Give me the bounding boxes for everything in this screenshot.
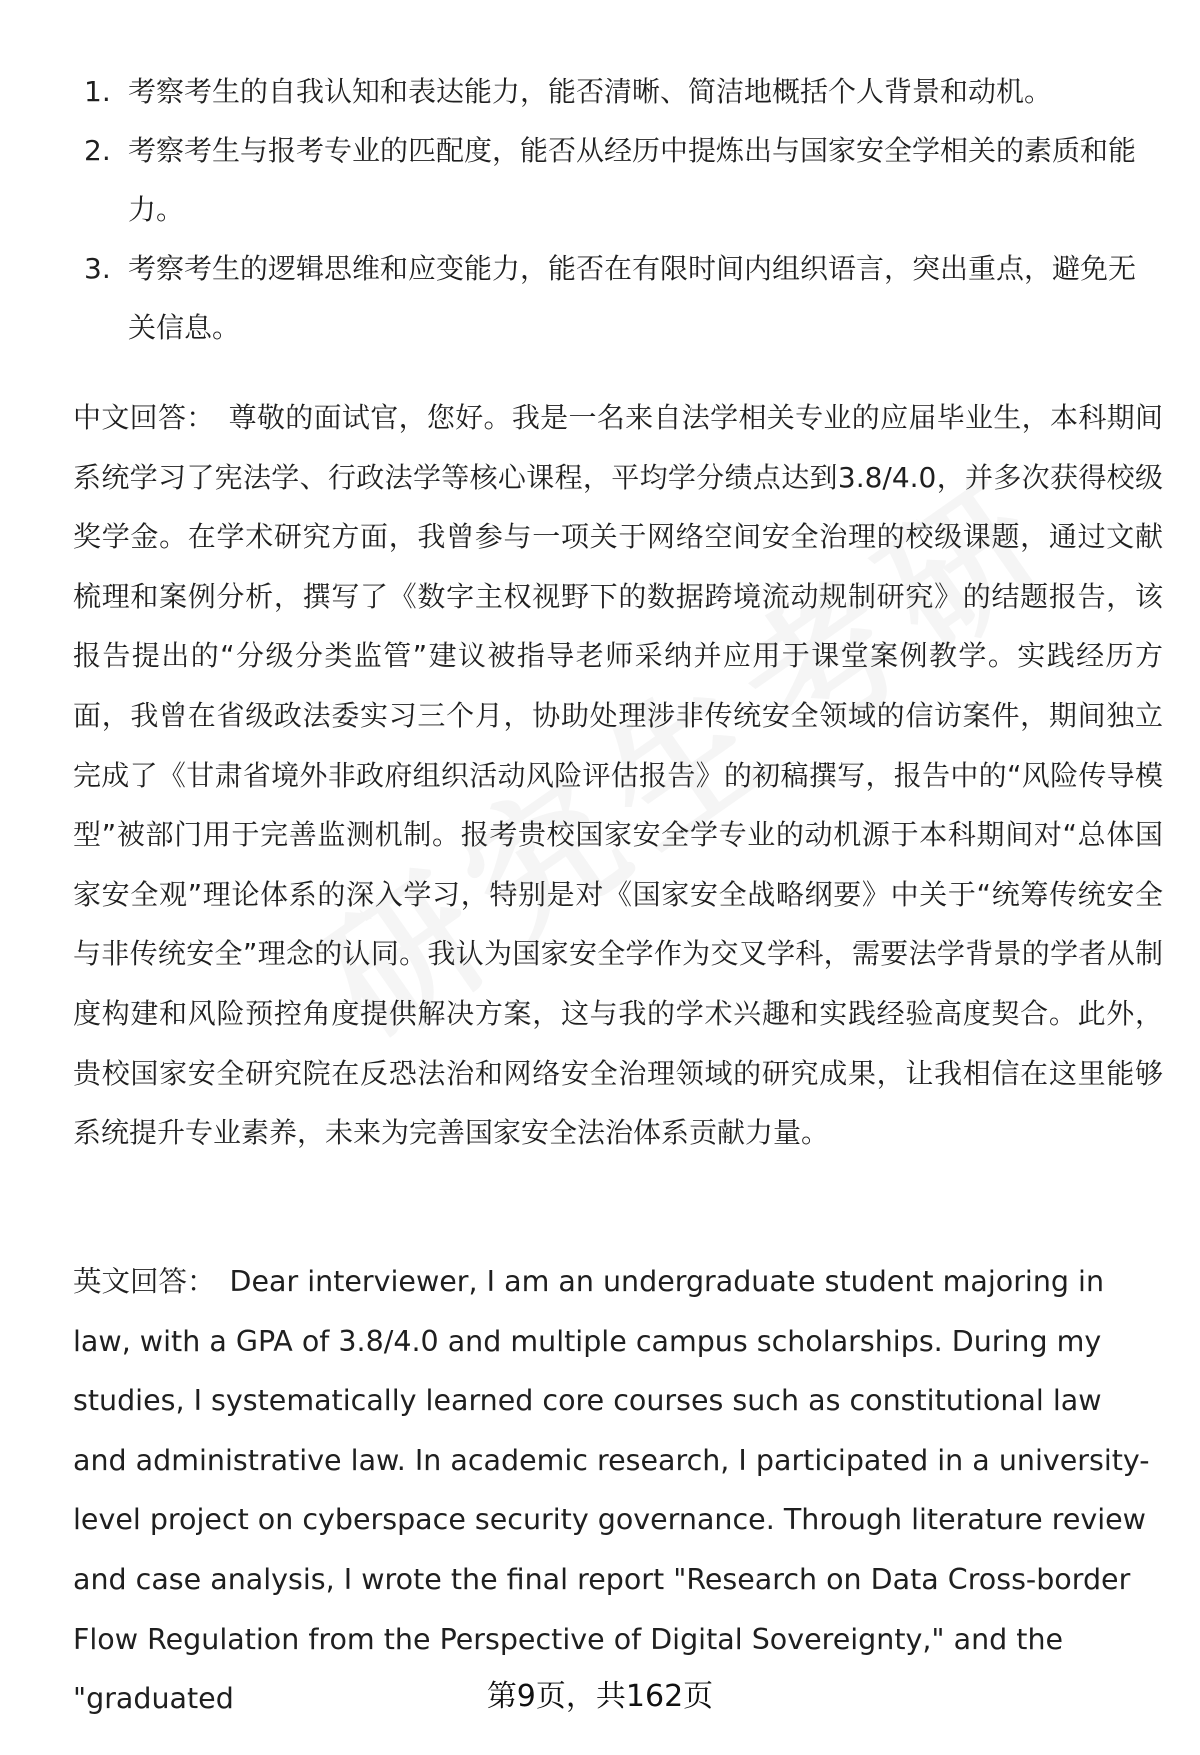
list-item-text: 考察考生的自我认知和表达能力，能否清晰、简洁地概括个人背景和动机。 (128, 75, 1053, 108)
chinese-answer-text: 尊敬的面试官，您好。我是一名来自法学相关专业的应届毕业生，本科期间系统学习了宪法学、行政法学等核心课程，平均学分绩点达到3.8/4.0，并多次获得校级奖学金。在学术研究方面，我曾参与一项关于网络空间安全治理的校级课题，通过文献梳理和案例分析，撰写了《数字主权视野下的数据跨境流动规制研究》的结题报告，该报告提出的“分级分类监管”建议被指导老师采纳并应用于课堂案例教学。实践经历方面，我曾在省级政法委实习三个月，协助处理涉非传统安全领域的信访案件，期间独立完成了《甘肃省境外非政府组织活动风险评估报告》的初稿撰写，报告中的“风险传导模型”被部门用于完善监测机制。报考贵校国家安全学专业的动机源于本科期间对“总体国家安全观”理论体系的深入学习，特别是对《国家安全战略纲要》中关于“统筹传统安全与非传统安全”理念的认同。我认为国家安全学作为交叉学科，需要法学背景的学者从制度构建和风险预控角度提供解决方案，这与我的学术兴趣和实践经验高度契合。此外，贵校国家安全研究院在反恐法治和网络安全治理领域的研究成果，让我相信在这里能够系统提升专业素养，未来为完善国家安全法治体系贡献力量。 (73, 401, 1163, 1150)
list-item (80, 239, 1150, 357)
criteria-list (80, 62, 1150, 357)
english-answer-label: 英文回答： (73, 1265, 216, 1298)
list-item (80, 121, 1150, 239)
page-number: 第9页，共162页 (486, 1679, 714, 1714)
english-answer-text: Dear interviewer, I am an undergraduate student majoring in law, with a GPA of 3.8/4.0 and multiple campus scholarships. During my studies, I systematically learned core courses such as constitutional law and administrative law. In academic research, I participated in a university-level project on cyberspace security governance. Through literature review and case analysis, I wrote the final report "Research on Data Cross-border Flow Regulation from the Perspective of Digital Sovereignty," and the "graduated (73, 1265, 1150, 1716)
list-item (80, 62, 1150, 121)
list-item-text: 考察考生的逻辑思维和应变能力，能否在有限时间内组织语言，突出重点，避免无关信息。 (128, 252, 1137, 344)
english-answer-paragraph (73, 1252, 1163, 1729)
list-item-number: 2. (84, 134, 111, 167)
list-item-number: 3. (84, 252, 111, 285)
page-footer (0, 1672, 1200, 1722)
chinese-answer-label: 中文回答： (73, 401, 215, 434)
list-item-text: 考察考生与报考专业的匹配度，能否从经历中提炼出与国家安全学相关的素质和能力。 (128, 134, 1137, 226)
chinese-answer-paragraph (73, 388, 1163, 1163)
list-item-number: 1. (84, 75, 111, 108)
